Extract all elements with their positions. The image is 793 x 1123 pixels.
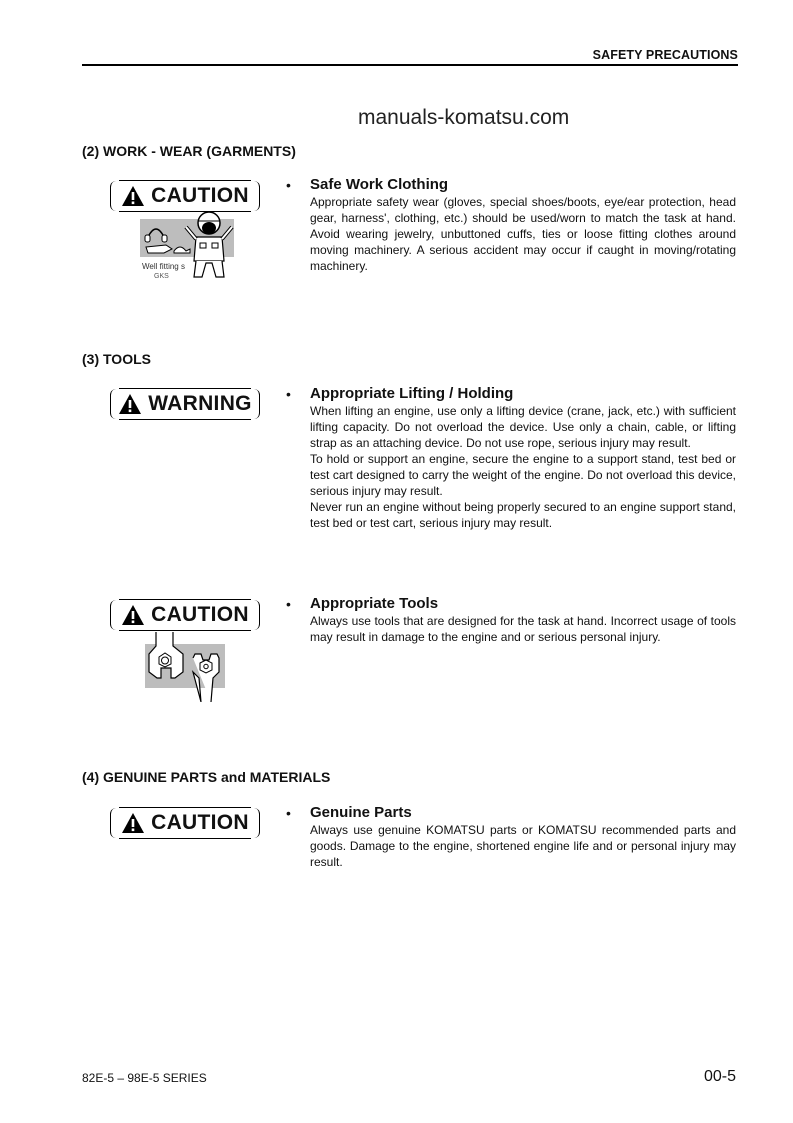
section-title-tools: (3) TOOLS (82, 351, 151, 367)
item-body (310, 403, 736, 531)
page-number: 00-5 (703, 1068, 736, 1085)
warning-triangle-icon (121, 812, 145, 834)
bullet: • (286, 177, 291, 193)
paragraph: Always use genuine KOMATSU parts or KOMATSU recommended parts and goods. Damage to the engine, shortened engine life and or personal injury may result. (310, 823, 736, 869)
item-title: Genuine Parts (310, 804, 412, 821)
warning-triangle-icon (118, 393, 142, 415)
item-appropriate-tools (286, 595, 736, 645)
safety-gear-illustration (140, 211, 240, 283)
item-safe-work-clothing (286, 176, 736, 274)
item-title: Appropriate Tools (310, 595, 439, 612)
running-header: SAFETY PRECAUTIONS (592, 48, 738, 62)
illustration-caption: Well fitting s (142, 262, 185, 271)
footer-series: 82E-5 – 98E-5 SERIES (82, 1071, 207, 1085)
item-title: Appropriate Lifting / Holding (310, 385, 514, 402)
item-genuine-parts (286, 804, 736, 870)
badge-label: CAUTION (151, 603, 249, 626)
paragraph: Appropriate safety wear (gloves, special shoes/boots, eye/ear protection, head gear, harness', clothing, etc.) should be used/worn to match the task at hand. Avoid wearing jewelry, unbuttoned cuffs, ties or loose fitting clothes around moving machinery. A serious accident may occur if caught in moving/rotating machinery. (310, 195, 736, 273)
warning-badge (110, 389, 260, 419)
paragraph: When lifting an engine, use only a lifting device (crane, jack, etc.) with sufficient lifting capacity. Do not overload the device. Use only a chain, cable, or lifting strap as an attaching device. Do not use rope, serious injury may result. (310, 404, 736, 450)
bullet: • (286, 805, 291, 821)
bullet: • (286, 386, 291, 402)
badge-label: WARNING (148, 392, 252, 415)
badge-label: CAUTION (151, 811, 249, 834)
caution-badge (110, 600, 260, 630)
item-body (310, 613, 736, 645)
header-divider (82, 64, 738, 66)
badge-label: CAUTION (151, 184, 249, 207)
caution-badge (110, 181, 260, 211)
svg-text:GKS: GKS (154, 273, 169, 280)
bullet: • (286, 596, 291, 612)
warning-triangle-icon (121, 185, 145, 207)
item-title: Safe Work Clothing (310, 176, 449, 193)
wrenches-illustration (145, 632, 227, 702)
paragraph: Always use tools that are designed for the task at hand. Incorrect usage of tools may result in damage to the engine and or serious personal injury. (310, 614, 736, 644)
item-body (310, 822, 736, 870)
watermark: manuals-komatsu.com (358, 106, 570, 129)
caution-badge (110, 808, 260, 838)
item-appropriate-lifting (286, 385, 736, 531)
section-title-work-wear: (2) WORK - WEAR (GARMENTS) (82, 143, 296, 159)
item-body (310, 194, 736, 274)
warning-triangle-icon (121, 604, 145, 626)
paragraph: Never run an engine without being properly secured to an engine support stand, test bed or test cart, serious injury may result. (310, 500, 736, 530)
paragraph: To hold or support an engine, secure the engine to a support stand, test bed or test cart designed to carry the weight of the engine. Do not overload this device, serious injury may result. (310, 452, 736, 498)
section-title-genuine-parts: (4) GENUINE PARTS and MATERIALS (82, 769, 331, 785)
